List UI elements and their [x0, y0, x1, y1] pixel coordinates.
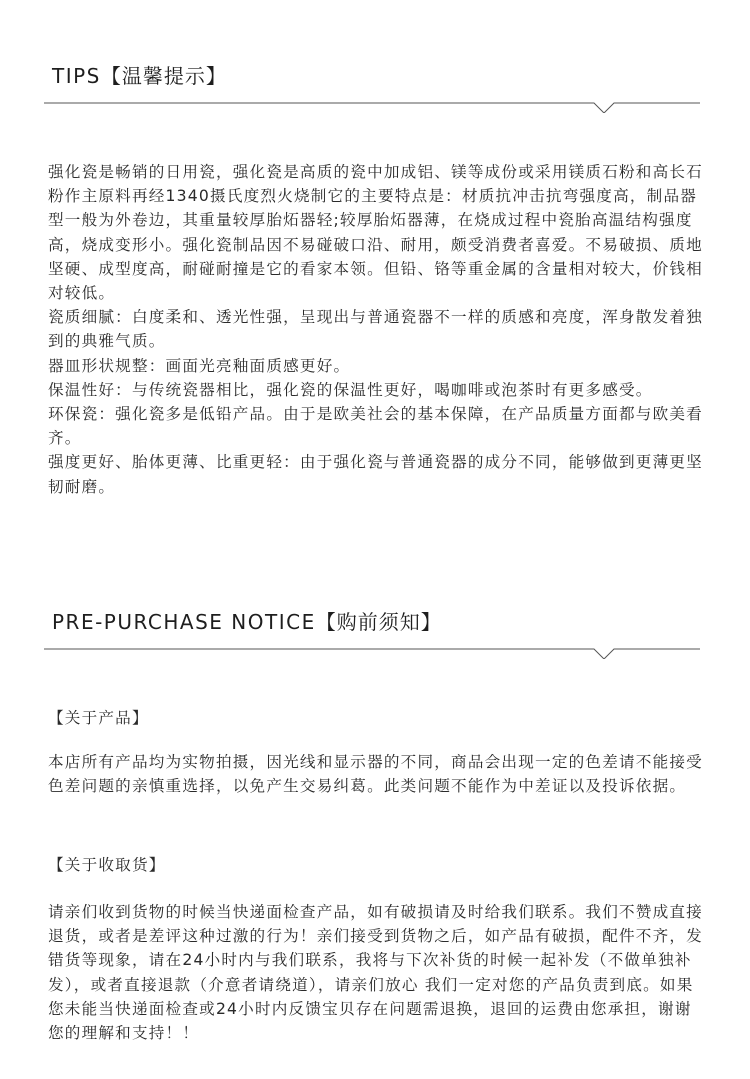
notice-divider [44, 643, 700, 659]
tips-title-en: TIPS [52, 64, 101, 88]
tips-paragraph-shape: 器皿形状规整：画面光亮釉面质感更好。 [48, 356, 351, 375]
tips-paragraph-intro: 强化瓷是畅销的日用瓷，强化瓷是高质的瓷中加成铝、镁等成份或采用镁质石粉和高长石粉作主原料再经1340摄氏度烈火烧制它的主要特点是：材质抗冲击抗弯强度高，制品器型一般为外卷边，其重量较厚胎炻器轻;较厚胎炻器薄，在烧成过程中瓷胎高温结构强度高，烧成变形小。强化瓷制品因不易碰破口沿、耐用，颇受消费者喜爱。不易破损、质地坚硬、成型度高，耐碰耐撞是它的看家本领。但铅、铬等重金属的含量相对较大，价钱相对较低。 [48, 163, 703, 303]
tips-title-cn: 【温馨提示】 [100, 64, 227, 88]
tips-section-title [52, 60, 227, 89]
tips-body [48, 160, 708, 499]
receiving-text: 请亲们收到货物的时候当快递面检查产品，如有破损请及时给我们联系。我们不赞成直接退货，或者是差评这种过激的行为！亲们接受到货物之后，如产品有破损，配件不齐，发错货等现象，请在24小时内与我们联系，我将与下次补货的时候一起补发（不做单独补发），或者直接退款（介意者请绕道），请亲们放心 我们一定对您的产品负责到底。如果您未能当快递面检查或24小时内反馈宝贝存在问题需退换，退回的运费由您承担，谢谢您的理解和支持！！ [48, 903, 703, 1043]
tips-divider [44, 97, 700, 113]
notice-section-title [52, 606, 442, 635]
notice-title-cn: 【购前须知】 [315, 610, 442, 634]
product-heading: 【关于产品】 [48, 709, 149, 727]
tips-paragraph-eco: 环保瓷：强化瓷多是低铅产品。由于是欧美社会的基本保障，在产品质量方面都与欧美看齐。 [48, 405, 703, 448]
product-text: 本店所有产品均为实物拍摄，因光线和显示器的不同，商品会出现一定的色差请不能接受色差问题的亲慎重选择，以免产生交易纠葛。此类问题不能作为中差证以及投诉依据。 [48, 753, 703, 796]
notice-title-en: PRE-PURCHASE NOTICE [52, 610, 316, 634]
receiving-heading: 【关于收取货】 [48, 856, 166, 874]
tips-paragraph-strength: 强度更好、胎体更薄、比重更轻：由于强化瓷与普通瓷器的成分不同，能够做到更薄更坚韧耐磨。 [48, 453, 703, 496]
tips-paragraph-insulation: 保温性好：与传统瓷器相比，强化瓷的保温性更好，喝咖啡或泡茶时有更多感受。 [48, 380, 653, 399]
tips-paragraph-texture: 瓷质细腻：白度柔和、透光性强，呈现出与普通瓷器不一样的质感和亮度，浑身散发着独到的典雅气质。 [48, 308, 703, 351]
